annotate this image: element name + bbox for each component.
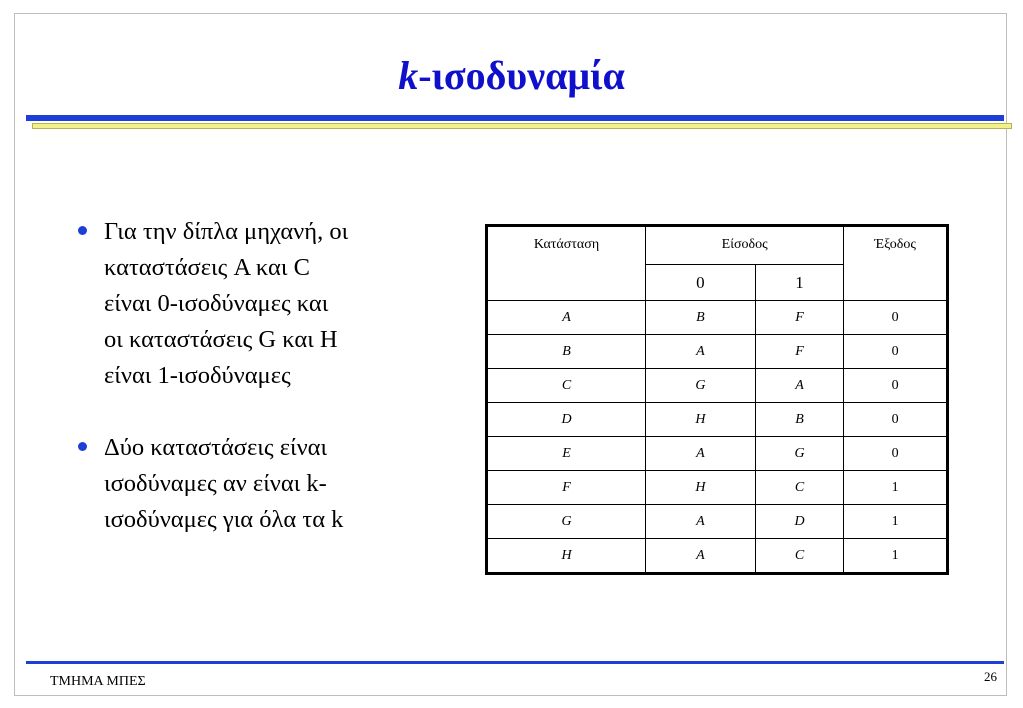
cell-next-1: F [755, 335, 844, 369]
bullet-dot-icon [78, 442, 87, 451]
cell-next-1: B [755, 403, 844, 437]
bullet-line: Για την δίπλα μηχανή, οι [104, 218, 349, 245]
bullet-line: καταστάσεις A και C [104, 254, 310, 281]
table-row [487, 505, 948, 539]
table-row [487, 539, 948, 574]
slide-title [0, 52, 1023, 100]
title-rule-blue [26, 115, 1004, 121]
title-k: k [398, 53, 419, 98]
table-row [487, 301, 948, 335]
bullet-line: είναι 1-ισοδύναμες [104, 362, 291, 389]
cell-output: 1 [844, 539, 948, 574]
cell-state: C [487, 369, 646, 403]
title-rest: -ισοδυναμία [418, 53, 625, 98]
bullet-item-2 [76, 430, 436, 538]
cell-next-0: H [646, 471, 756, 505]
cell-next-0: G [646, 369, 756, 403]
header-input-1: 1 [755, 265, 844, 301]
cell-next-1: D [755, 505, 844, 539]
cell-state: F [487, 471, 646, 505]
cell-output: 0 [844, 437, 948, 471]
bullet-line: ισοδύναμες αν είναι k- [104, 470, 327, 497]
header-output: Έξοδος [844, 226, 948, 301]
header-input: Είσοδος [646, 226, 844, 265]
cell-output: 1 [844, 471, 948, 505]
table-row [487, 437, 948, 471]
cell-output: 0 [844, 335, 948, 369]
cell-next-0: A [646, 335, 756, 369]
cell-next-0: A [646, 539, 756, 574]
bullet-item-1 [76, 214, 436, 394]
bullet-line: Δύο καταστάσεις είναι [104, 434, 328, 461]
cell-state: G [487, 505, 646, 539]
bullet-list [76, 214, 436, 538]
cell-next-1: C [755, 471, 844, 505]
table-row [487, 369, 948, 403]
cell-output: 0 [844, 369, 948, 403]
table-row [487, 471, 948, 505]
cell-next-0: B [646, 301, 756, 335]
cell-state: B [487, 335, 646, 369]
cell-next-0: A [646, 437, 756, 471]
cell-state: H [487, 539, 646, 574]
cell-next-1: C [755, 539, 844, 574]
page-number: 26 [984, 669, 997, 684]
cell-next-1: G [755, 437, 844, 471]
bullet-line: είναι 0-ισοδύναμες και [104, 290, 329, 317]
footer-rule [26, 661, 1004, 664]
cell-next-0: H [646, 403, 756, 437]
footer-label: ΤΜΗΜΑ ΜΠΕΣ [50, 674, 146, 689]
cell-next-1: A [755, 369, 844, 403]
cell-next-0: A [646, 505, 756, 539]
cell-state: E [487, 437, 646, 471]
header-state: Κατάσταση [487, 226, 646, 301]
bullet-line: οι καταστάσεις G και H [104, 326, 338, 353]
cell-output: 1 [844, 505, 948, 539]
header-input-0: 0 [646, 265, 756, 301]
cell-output: 0 [844, 301, 948, 335]
cell-state: A [487, 301, 646, 335]
state-table [485, 224, 949, 575]
table-row [487, 335, 948, 369]
bullet-dot-icon [78, 226, 87, 235]
cell-output: 0 [844, 403, 948, 437]
title-rule-yellow [32, 123, 1012, 129]
table-row [487, 403, 948, 437]
cell-next-1: F [755, 301, 844, 335]
bullet-line: ισοδύναμες για όλα τα k [104, 506, 344, 533]
cell-state: D [487, 403, 646, 437]
